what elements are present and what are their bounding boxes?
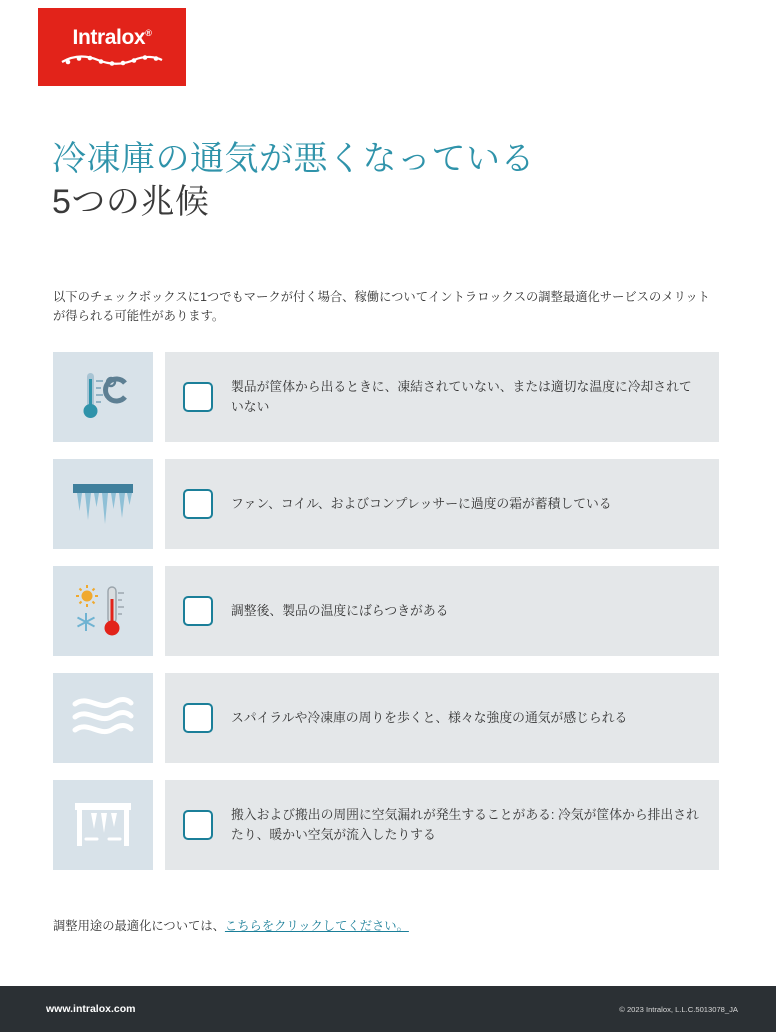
- logo-wordmark-text: Intralox: [72, 26, 146, 49]
- checklist-item-label: スパイラルや冷凍庫の周りを歩くと、様々な強度の通気が感じられる: [231, 709, 628, 725]
- thermometer-celsius-icon: [53, 352, 153, 442]
- checkbox[interactable]: [183, 382, 213, 412]
- cta-line: [53, 916, 409, 934]
- checklist-text-panel: [165, 459, 719, 549]
- checklist-item-label: 製品が筐体から出るときに、凍結されていない、または適切な温度に冷却されていない: [231, 378, 692, 414]
- checklist-item: [53, 566, 719, 656]
- checklist-item-label: 調整後、製品の温度にばらつきがある: [231, 602, 449, 618]
- page-title: [52, 138, 752, 224]
- footer-bar: [0, 986, 776, 1032]
- checklist-item: [53, 459, 719, 549]
- checklist-item-label: 搬入および搬出の周囲に空気漏れが発生することがある: 冷気が筐体から排出されたり、暖かい空気が流入したりする: [231, 806, 699, 842]
- page-title-line-2: 5つの兆候: [52, 182, 210, 221]
- logo-wordmark: [73, 27, 152, 48]
- temperature-variation-icon: [53, 566, 153, 656]
- footer-url[interactable]: www.intralox.com: [46, 1003, 136, 1015]
- checklist-item: [53, 352, 719, 442]
- icicles-frost-icon: [53, 459, 153, 549]
- checklist: [53, 352, 719, 887]
- conveyor-belt-icon: [60, 53, 164, 67]
- airflow-waves-icon: [53, 673, 153, 763]
- checklist-item-label: ファン、コイル、およびコンプレッサーに過度の霜が蓄積している: [231, 495, 612, 511]
- checkbox[interactable]: [183, 596, 213, 626]
- air-leakage-doorway-icon: [53, 780, 153, 870]
- checklist-text-panel: [165, 352, 719, 442]
- brand-logo: [38, 8, 186, 86]
- checklist-item: [53, 673, 719, 763]
- checklist-text-panel: [165, 566, 719, 656]
- checklist-text-panel: [165, 673, 719, 763]
- cta-link[interactable]: こちらをクリックしてください。: [224, 919, 409, 933]
- cta-lead-text: 調整用途の最適化については、: [53, 919, 225, 933]
- checklist-item: [53, 780, 719, 870]
- checkbox[interactable]: [183, 703, 213, 733]
- intro-paragraph: 以下のチェックボックスに1つでもマークが付く場合、稼働についてイントラロックスの調整最適化サービスのメリットが得られる可能性があります。: [53, 290, 710, 324]
- checkbox[interactable]: [183, 810, 213, 840]
- footer-copyright: © 2023 Intralox, L.L.C.5013078_JA: [619, 1004, 738, 1014]
- logo-trademark: ®: [145, 28, 152, 38]
- checklist-text-panel: [165, 780, 719, 870]
- checkbox[interactable]: [183, 489, 213, 519]
- page-title-line-1: 冷凍庫の通気が悪くなっている: [52, 140, 535, 178]
